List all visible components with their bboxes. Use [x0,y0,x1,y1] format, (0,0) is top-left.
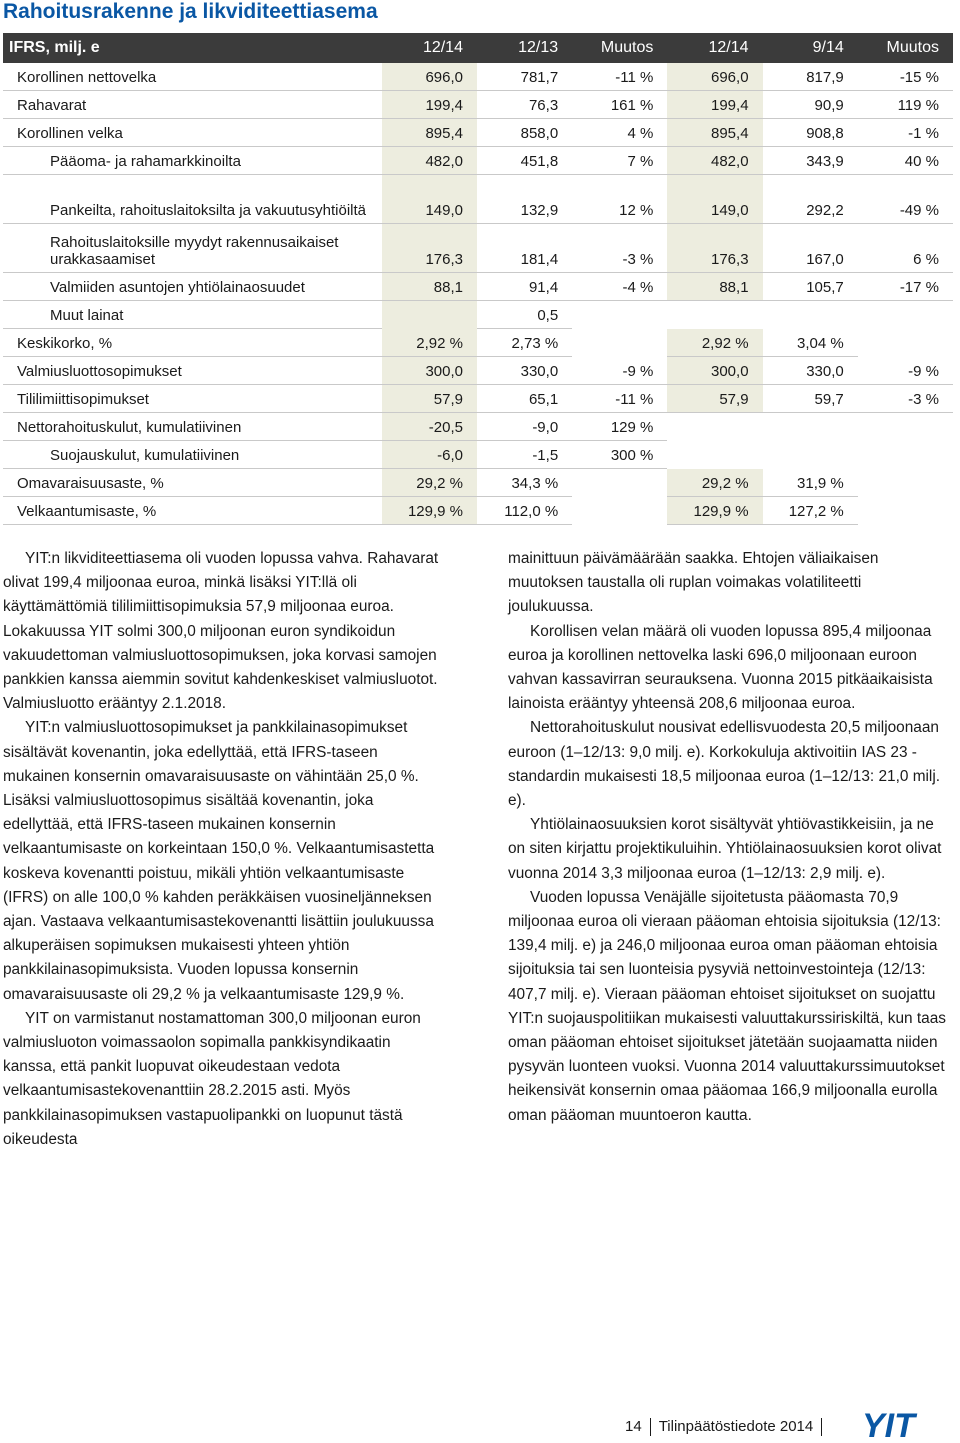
table-row [3,357,953,385]
table-row [3,469,953,497]
table-cell: 31,9 % [763,469,858,497]
table-row [3,385,953,413]
table-cell: -49 % [858,175,953,224]
table-cell: -3 % [858,385,953,413]
table-cell: 90,9 [763,91,858,119]
table-cell: 330,0 [763,357,858,385]
table-cell: 2,92 % [382,329,477,357]
table-cell: 132,9 [477,175,572,224]
table-cell: 105,7 [763,273,858,301]
table-cell: 65,1 [477,385,572,413]
table-header-row [3,33,953,63]
row-label: Velkaantumisaste, % [3,497,382,525]
row-label: Rahavarat [3,91,382,119]
table-cell [572,469,667,497]
table-cell: 330,0 [477,357,572,385]
table-cell: 88,1 [667,273,762,301]
table-cell: 3,04 % [763,329,858,357]
table-row [3,301,953,329]
column-header: 12/13 [477,33,572,63]
row-label: Muut lainat [3,301,382,329]
table-cell: 29,2 % [667,469,762,497]
row-label: Korollinen velka [3,119,382,147]
right-text-column [508,547,948,1128]
table-row [3,441,953,469]
table-cell [763,301,858,329]
row-label: Pankeilta, rahoituslaitoksilta ja vakuutusyhtiöiltä [3,175,382,224]
table-row [3,147,953,175]
column-header: IFRS, milj. e [3,33,382,63]
table-cell: -17 % [858,273,953,301]
row-label: Keskikorko, % [3,329,382,357]
page-title: Rahoitusrakenne ja likviditeettiasema [3,0,378,23]
table-cell: 129 % [572,413,667,441]
table-cell: -9 % [858,357,953,385]
table-cell: -6,0 [382,441,477,469]
table-cell: 176,3 [382,224,477,273]
table-cell: 300,0 [667,357,762,385]
table-cell: 76,3 [477,91,572,119]
table-cell [858,497,953,525]
table-row [3,91,953,119]
row-label: Korollinen nettovelka [3,63,382,91]
table-cell: 149,0 [667,175,762,224]
table-cell [667,301,762,329]
table-cell: 6 % [858,224,953,273]
paragraph: YIT on varmistanut nostamattoman 300,0 miljoonan euron valmiusluoton voimassaolon sopimalla pankkisyndikaatin kanssa, että pankit luopuvat oikeudestaan vedota velkaantumisastekovenanttiin 28.2.2015 asti. Myös pankkilainasopimuksen vastapuolipankki on luopunut tästä oikeudesta [3,1009,421,1148]
table-cell: 57,9 [667,385,762,413]
table-cell: 29,2 % [382,469,477,497]
table-cell: -4 % [572,273,667,301]
table-cell: 129,9 % [382,497,477,525]
table-cell: 129,9 % [667,497,762,525]
paragraph: mainittuun päivämäärään saakka. Ehtojen väliaikaisen muutoksen taustalla oli ruplan voimakas volatiliteetti joulukuussa. [508,550,879,616]
table-cell: 300 % [572,441,667,469]
table-cell: 858,0 [477,119,572,147]
table-row [3,273,953,301]
table-row [3,329,953,357]
footer-divider [821,1418,822,1436]
yit-logo [860,1408,955,1440]
table-cell: 91,4 [477,273,572,301]
column-header: 9/14 [763,33,858,63]
table-cell: -15 % [858,63,953,91]
document-name: Tilinpäätöstiedote 2014 [658,1418,814,1435]
table-cell: 2,92 % [667,329,762,357]
table-cell: 895,4 [667,119,762,147]
table-cell: 59,7 [763,385,858,413]
page-number: 14 [625,1418,642,1435]
logo-text: YIT [862,1408,915,1440]
column-header: 12/14 [667,33,762,63]
table-cell: 199,4 [382,91,477,119]
table-cell: 4 % [572,119,667,147]
left-text-column [3,547,441,1152]
table-cell: 482,0 [382,147,477,175]
table-cell: 292,2 [763,175,858,224]
table-cell: 149,0 [382,175,477,224]
row-label: Valmiiden asuntojen yhtiölainaosuudet [3,273,382,301]
table-row [3,224,953,273]
table-cell: 57,9 [382,385,477,413]
table-cell: -9 % [572,357,667,385]
financial-table [3,33,953,525]
table-cell: 12 % [572,175,667,224]
table-cell: 696,0 [382,63,477,91]
table-cell: 300,0 [382,357,477,385]
table-cell: 167,0 [763,224,858,273]
table-cell [858,413,953,441]
row-label: Valmiusluottosopimukset [3,357,382,385]
table-cell: 161 % [572,91,667,119]
paragraph: Yhtiölainaosuuksien korot sisältyvät yhtiövastikkeisiin, ja ne on siten kirjattu projektikuluihin. Yhtiölainaosuuksien korot olivat vuonna 2014 3,3 miljoonaa euroa (1–12/13: 2,9 milj. e). [508,816,942,882]
table-cell: 88,1 [382,273,477,301]
table-cell: -3 % [572,224,667,273]
table-cell [763,441,858,469]
table-cell: 40 % [858,147,953,175]
table-cell: 176,3 [667,224,762,273]
table-cell [382,301,477,329]
table-cell: -1,5 [477,441,572,469]
column-header: Muutos [858,33,953,63]
table-cell: 2,73 % [477,329,572,357]
table-row [3,413,953,441]
page-footer [625,1418,830,1436]
table-cell [858,329,953,357]
footer-divider [650,1418,651,1436]
table-cell: 7 % [572,147,667,175]
paragraph: Vuoden lopussa Venäjälle sijoitetusta pääomasta 70,9 miljoonaa euroa oli vieraan pääoman ehtoisia sijoituksia (12/13: 139,4 milj. e) ja 246,0 miljoonaa euroa oman pääoman ehtoisia sijoituksia tai sen luonteisia pysyviä nettoinvestointeja (12/13: 407,7 milj. e). Vieraan pääoman ehtoiset sijoitukset on suojattu YIT:n suojauspolitiikan mukaisesti valuuttakurssiriskiltä, kun taas oman pääoman ehtoiset sijoitukset jätetään suojaamatta niiden pysyvän luonteen vuoksi. Vuonna 2014 valuuttakurssimuutokset heikensivät konsernin omaa pääomaa 166,9 miljoonalla eurolla oman pääoman muuntoeron kautta. [508,888,946,1124]
table-cell: 696,0 [667,63,762,91]
table-cell: 781,7 [477,63,572,91]
table-cell [763,413,858,441]
table-cell: -11 % [572,63,667,91]
table-cell [858,469,953,497]
table-cell: 181,4 [477,224,572,273]
table-cell [858,441,953,469]
table-cell: 199,4 [667,91,762,119]
table-cell: -9,0 [477,413,572,441]
table-cell [667,413,762,441]
row-label: Nettorahoituskulut, kumulatiivinen [3,413,382,441]
table-row [3,119,953,147]
table-cell: 895,4 [382,119,477,147]
table-cell: 482,0 [667,147,762,175]
table-cell [667,441,762,469]
row-label: Pääoma- ja rahamarkkinoilta [3,147,382,175]
table-cell: 451,8 [477,147,572,175]
row-label: Tililimiittisopimukset [3,385,382,413]
table-cell: 0,5 [477,301,572,329]
row-label: Suojauskulut, kumulatiivinen [3,441,382,469]
table-row [3,497,953,525]
table-row [3,63,953,91]
table-cell: 127,2 % [763,497,858,525]
row-label: Omavaraisuusaste, % [3,469,382,497]
table-cell: 817,9 [763,63,858,91]
table-cell: 112,0 % [477,497,572,525]
row-label: Rahoituslaitoksille myydyt rakennusaikaiset urakkasaamiset [3,224,382,273]
column-header: Muutos [572,33,667,63]
table-cell [858,301,953,329]
table-cell: -11 % [572,385,667,413]
table-row [3,175,953,224]
table-cell: -1 % [858,119,953,147]
table-cell: 119 % [858,91,953,119]
column-header: 12/14 [382,33,477,63]
table-cell: 908,8 [763,119,858,147]
table-cell [572,329,667,357]
table-cell: 34,3 % [477,469,572,497]
table-cell [572,497,667,525]
paragraph: Nettorahoituskulut nousivat edellisvuodesta 20,5 miljoonaan euroon (1–12/13: 9,0 milj. e). Korkokuluja aktivoitiin IAS 23 -standardin mukaisesti 18,5 miljoonaa euroa (1–12/13: 21,0 milj. e). [508,719,941,810]
paragraph: YIT:n likviditeettiasema oli vuoden lopussa vahva. Rahavarat olivat 199,4 miljoonaa euroa, minkä lisäksi YIT:llä oli käyttämättömiä tililimiittisopimuksia 57,9 miljoonaa euroa. Lokakuussa YIT solmi 300,0 miljoonan euron syndikoidun vakuudettoman valmiusluottosopimuksen, joka korvasi samojen pankkien kanssa aiemmin sovitut kahdenkeskiset valmiusluotot. Valmiusluotto erääntyy 2.1.2018. [3,550,439,713]
table-cell [572,301,667,329]
paragraph: Korollisen velan määrä oli vuoden lopussa 895,4 miljoonaa euroa ja korollinen nettovelka laski 696,0 miljoonaan euroon vahvan kassavirran seurauksena. Vuonna 2015 pitkäaikaisista lainoista erääntyy yhteensä 208,6 miljoonaa euroa. [508,622,933,713]
table-cell: -20,5 [382,413,477,441]
paragraph: YIT:n valmiusluottosopimukset ja pankkilainasopimukset sisältävät kovenantin, joka edellyttää, että IFRS-taseen mukainen konsernin omavaraisuusaste on vähintään 25,0 %. Lisäksi valmiusluottosopimus sisältää kovenantin, joka edellyttää, että IFRS-taseen mukainen konsernin velkaantumisaste on korkeintaan 150,0 %. Velkaantumisastetta koskeva kovenantti poistuu, mikäli yhtiön velkaantumisaste (IFRS) on alle 100,0 % kahden peräkkäisen vuosineljänneksen ajan. Vastaava velkaantumisastekovenantti lisättiin joulukuussa alkuperäisen sopimuksen mukaisesti yhteen yhtiön pankkilainasopimuksista. Vuoden lopussa konsernin omavaraisuusaste oli 29,2 % ja velkaantumisaste 129,9 %. [3,719,435,1003]
table-cell: 343,9 [763,147,858,175]
